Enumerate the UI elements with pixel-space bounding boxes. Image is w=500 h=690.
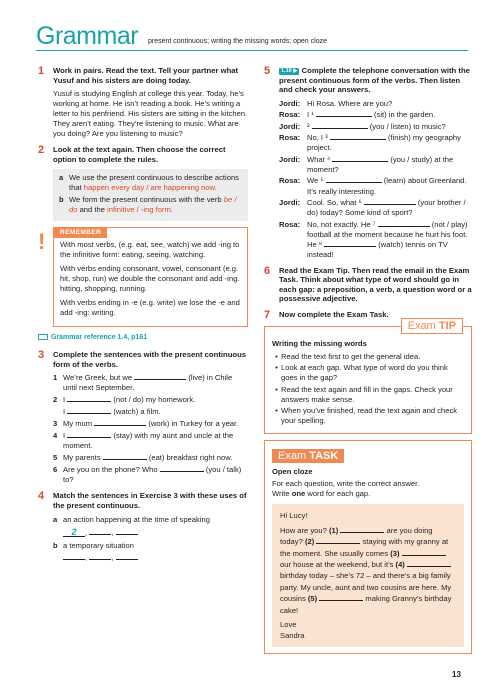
dialogue-start: No, not exactly. He ⁷: [307, 219, 376, 229]
task-instruction-part: word for each gap.: [305, 489, 371, 499]
rule-label: a: [59, 172, 64, 182]
list-item: [53, 515, 248, 525]
page-subtitle: present continuous; writing the missing words; open cloze: [148, 38, 327, 45]
item-text-end: (not / do) my homework.: [113, 395, 196, 405]
item-number: 4: [53, 431, 58, 441]
list-item: [272, 363, 464, 383]
item-text-start: Are you on the phone? Who: [63, 465, 158, 475]
speaker: Rosa:: [279, 219, 301, 229]
dialogue-text: Hi Rosa. Where are you?: [307, 98, 393, 108]
bullet-icon: •: [275, 384, 278, 394]
rule-a: [59, 173, 243, 193]
item-text-start: I: [63, 407, 66, 417]
exam-task-tab: [272, 449, 344, 464]
email-body: [280, 525, 456, 616]
exercise-instruction: Match the sentences in Exercise 3 with these uses of the present continuous.: [53, 491, 247, 511]
list-item: [53, 431, 248, 451]
exercise-instruction: Complete the sentences with the present continuous form of the verbs.: [53, 349, 247, 369]
tip-text: When you’ve finished, read the text again and check your spelling.: [281, 406, 458, 426]
page-title: Grammar: [36, 22, 139, 50]
exercise-number: 3: [38, 348, 45, 361]
rule-a-options[interactable]: happen every day / are happening now.: [83, 182, 217, 192]
speaker: Jordi:: [279, 98, 301, 108]
gap-number: (2): [304, 537, 315, 547]
right-column: [264, 66, 472, 654]
dialogue-text: [307, 133, 472, 153]
exercise-number: 2: [38, 144, 45, 157]
task-instruction: [272, 489, 464, 499]
rule-text: [69, 195, 243, 215]
grammar-reference-label: Grammar reference 1.4, p161: [51, 333, 148, 341]
separator: ,: [85, 527, 88, 537]
exercise-instruction: Read the Exam Tip. Then read the email in the Exam Task. Think about what type of word should go in each gap: a preposition, a verb, a question word or a possessive adjective.: [279, 265, 472, 304]
answer-blank[interactable]: [316, 110, 372, 117]
answer-blank[interactable]: [89, 527, 114, 537]
email-text-part: staying with my granny at the moment. She usually comes: [280, 537, 449, 558]
page-number: 13: [452, 670, 461, 679]
dialogue-line: [279, 122, 472, 132]
answer-blank[interactable]: [89, 552, 114, 562]
book-icon: [38, 334, 48, 340]
list-item: [53, 453, 248, 463]
item-number: [53, 407, 66, 417]
exam-tip-tab-keyword: TIP: [438, 319, 456, 332]
answer-blank[interactable]: [63, 526, 88, 537]
rule-label: b: [59, 194, 64, 204]
rule-b-options-2[interactable]: infinitive / -ing form.: [107, 204, 173, 214]
dialogue-end: (learn) about Greenland. It’s really interesting.: [307, 176, 467, 196]
rule-b-text: We form the present continuous with the verb: [69, 194, 222, 204]
list-item: [53, 541, 248, 551]
remember-note: With verbs ending consonant, vowel, consonant (e.g. hit, shop, run) we double the consonant and add -ing. hitting, shopping, running.: [60, 263, 240, 293]
item-number: 6: [53, 465, 58, 475]
audio-track-number: 1.10: [281, 68, 292, 74]
dialogue-start: No, I ³: [307, 133, 328, 143]
dialogue-middle: (not / play) football at the moment because he hurt his foot. He ⁸: [307, 219, 468, 249]
dialogue-start: What ⁴: [307, 154, 331, 164]
email-signoff: [280, 619, 456, 642]
item-label: a: [53, 514, 58, 524]
remember-note: With verbs ending in -e (e.g. write) we lose the -e and add -ing: writing.: [60, 297, 240, 317]
dialogue-start: We ⁵: [307, 176, 324, 186]
list-item: [272, 406, 464, 426]
item-text: [63, 431, 248, 451]
audio-track-icon[interactable]: 1.10 ▶: [281, 68, 298, 74]
answer-blank[interactable]: [116, 528, 138, 535]
item-text: [63, 465, 248, 485]
exclamation-icon: !: [38, 228, 46, 254]
exam-task-heading: Open cloze: [272, 467, 313, 477]
gap-number: (1): [328, 525, 339, 535]
dialogue-line: [279, 110, 472, 120]
gap-blank[interactable]: [402, 549, 446, 556]
gap-number: (3): [390, 548, 400, 558]
exercise-instruction: Work in pairs. Read the text. Tell your partner what Yusuf and his sisters are doing today.: [53, 66, 239, 85]
rules-box: [53, 169, 248, 221]
grammar-reference-link[interactable]: [38, 333, 248, 342]
exercise-4: [38, 491, 248, 562]
email-text-part: are you doing today?: [280, 525, 433, 547]
bullet-icon: •: [275, 363, 278, 373]
answer-blank[interactable]: [326, 176, 382, 183]
item-text: [63, 373, 248, 393]
item-text-end: (you / talk) to?: [63, 465, 242, 485]
answer-blank[interactable]: [364, 198, 416, 205]
item-text-start: My parents: [63, 453, 101, 463]
remember-box: [53, 227, 248, 327]
item-text-end: (stay) with my aunt and uncle at the moment.: [63, 431, 234, 451]
exercise-number: 4: [38, 490, 45, 503]
gap-number: (4): [395, 559, 405, 569]
item-text-end: (watch) a film.: [113, 407, 161, 417]
dialogue-line: [279, 155, 472, 175]
signoff-line: Love: [280, 619, 297, 629]
item-text-start: We’re Greek, but we: [63, 373, 133, 383]
item-number: 1: [53, 373, 58, 383]
speaker: Rosa:: [279, 110, 301, 120]
list-item: [272, 352, 464, 362]
email-text-part: How are you?: [280, 525, 327, 535]
exercise-number: 7: [264, 309, 271, 322]
exam-task-box: [264, 440, 472, 654]
exam-tip-tab-word: Exam: [407, 319, 439, 332]
answer-row: [53, 553, 248, 563]
exercise-instruction: [279, 66, 472, 95]
sentence-list: [53, 373, 248, 485]
exercise-instruction-text: Complete the telephone conversation with the present continuous form of the verbs. Then listen and check your answers.: [279, 66, 470, 95]
tip-text: Read the text again and fill in the gaps. Check your answers make sense.: [281, 384, 453, 404]
exercise-instruction: Now complete the Exam Task.: [279, 310, 389, 320]
gap-blank[interactable]: [316, 537, 360, 544]
exercise-number: 1: [38, 65, 45, 77]
dialogue-text: [307, 176, 472, 196]
item-text-start: I: [63, 395, 66, 405]
email-text: [272, 504, 464, 646]
speaker: Jordi:: [279, 121, 301, 131]
exam-task-tab-keyword: TASK: [309, 449, 339, 462]
separator: ,: [111, 552, 114, 562]
exam-task-tab-word: Exam: [278, 449, 310, 462]
answer-blank[interactable]: [67, 431, 111, 438]
item-text: [63, 395, 195, 405]
exercise-number: 5: [264, 65, 271, 77]
separator: ,: [111, 527, 114, 537]
list-item: [272, 385, 464, 405]
tip-text: Look at each gap. What type of word do you think goes in the gap?: [281, 363, 448, 383]
answer-blank[interactable]: [324, 240, 376, 247]
answer-blank[interactable]: [330, 133, 386, 140]
dialogue-end: (watch) tennis on TV instead!: [307, 239, 448, 259]
header-rule: [36, 50, 468, 51]
item-text-end: (eat) breakfast right now.: [148, 453, 233, 463]
gap-blank[interactable]: [340, 526, 384, 533]
dialogue-end: (sit) in the garden.: [374, 110, 436, 120]
dialogue-text: [307, 198, 472, 218]
item-text: a temporary situation: [63, 540, 134, 550]
dialogue-text: [307, 122, 472, 132]
list-item: [53, 407, 248, 417]
speaker: Rosa:: [279, 133, 301, 143]
item-text-start: I: [63, 431, 66, 441]
list-item: [53, 395, 248, 405]
item-text-start: My mum: [63, 419, 93, 429]
answer-blank[interactable]: [67, 407, 111, 414]
item-text: [63, 407, 161, 417]
exercise-5: [264, 66, 472, 260]
item-text: an action happening at the time of speaking: [63, 514, 210, 524]
exercise-1: [38, 66, 248, 139]
answer-blank[interactable]: [332, 155, 388, 162]
reading-text: Yusuf is studying English at college this year. Today, he’s working at home. He isn’t reading a book. He’s writing a letter to his penfriend. His sisters are sitting in the kitchen. They aren’t eating. They’re listening to music. What are you doing? Are you listening to music?: [53, 89, 248, 139]
item-text-end: (work) in Turkey for a year.: [148, 419, 239, 429]
dialogue-start: I ¹: [307, 110, 314, 120]
gap-number: (5): [307, 594, 318, 604]
left-column: [38, 66, 248, 569]
dialogue-line: [279, 133, 472, 153]
rule-text: [69, 173, 243, 193]
item-label: b: [53, 540, 58, 550]
bullet-icon: •: [275, 406, 278, 416]
exercise-number: 6: [264, 264, 271, 277]
email-text-part: making Granny’s birthday cake!: [280, 594, 452, 615]
answer-blank[interactable]: [94, 419, 146, 426]
speaker: Jordi:: [279, 154, 301, 164]
answer-blank[interactable]: [103, 453, 147, 460]
signoff-name: Sandra: [280, 631, 305, 641]
dialogue-line: [279, 176, 472, 196]
email-text-part: our house at the weekend, but it’s: [280, 559, 394, 569]
exercise-3: [38, 350, 248, 485]
answer-blank[interactable]: [134, 373, 186, 380]
list-item: [53, 465, 248, 485]
gap-blank[interactable]: [407, 560, 451, 567]
answer-blank[interactable]: [378, 220, 430, 227]
exam-tip-tab: [401, 318, 463, 335]
dialogue-line: [279, 99, 472, 109]
speaker: Rosa:: [279, 176, 301, 186]
tip-text: Read the text first to get the general idea.: [281, 351, 421, 361]
exam-tip-box: [264, 319, 472, 434]
exercise-instruction: Look at the text again. Then choose the correct option to complete the rules.: [53, 145, 226, 164]
dialogue-start: Cool. So, what ⁶: [307, 198, 362, 208]
item-text: [63, 419, 238, 429]
list-item: [53, 373, 248, 393]
exercise-2: [38, 145, 248, 220]
remember-tab: REMEMBER: [54, 228, 107, 238]
task-instruction-emphasis: one: [291, 489, 306, 499]
dialogue-line: [279, 198, 472, 218]
item-text: [63, 453, 232, 463]
separator: ,: [85, 552, 88, 562]
dialogue-line: [279, 220, 472, 260]
item-number: 5: [53, 453, 58, 463]
dialogue-text: [307, 155, 472, 175]
email-text-part: birthday today – she’s 72 – and there’s a big family party. My uncle, aunt and two cousins are here. My cousins: [280, 571, 452, 604]
answer-blank[interactable]: [63, 552, 88, 562]
task-instruction: For each question, write the correct answer.: [272, 479, 420, 489]
dialogue-end: (you / listen) to music?: [369, 121, 446, 131]
dialogue-text: [307, 220, 472, 260]
rule-a-text: We use the present continuous to describe actions that: [69, 172, 239, 192]
dialogue-start: ²: [307, 121, 310, 131]
dialogue: [279, 99, 472, 260]
exam-task-instructions: [265, 463, 471, 499]
exam-tip-heading: Writing the missing words: [272, 338, 367, 348]
dialogue-text: [307, 110, 472, 120]
dialogue-end: (finish) my geography project.: [307, 133, 461, 153]
item-text-end: (live) in Chile until next September.: [63, 373, 233, 393]
page-header: [36, 24, 468, 48]
answer-blank[interactable]: [160, 465, 204, 472]
bullet-icon: •: [275, 351, 278, 361]
answer-blank[interactable]: [312, 122, 368, 129]
list-item: [53, 419, 248, 429]
task-instruction-part: Write: [272, 489, 292, 499]
remember-note: With most verbs, (e.g. eat, see, watch) we add -ing to the infinitive form: eating, seeing, watching.: [60, 239, 240, 259]
rule-b-joiner: and the: [79, 204, 105, 214]
dialogue-end: (you / study) at the moment?: [307, 154, 454, 174]
item-number: 3: [53, 419, 58, 429]
example-answer: 2: [71, 526, 77, 537]
answer-blank[interactable]: [116, 553, 138, 560]
remember-wrap: [38, 227, 248, 327]
dialogue-end: (your brother / do) today? Some kind of sport?: [307, 198, 466, 218]
email-greeting: Hi Lucy!: [280, 511, 308, 521]
exercise-6: [264, 266, 472, 305]
speaker: Jordi:: [279, 198, 301, 208]
answer-blank[interactable]: [67, 395, 111, 402]
rule-b: [59, 195, 243, 215]
uses-list: [53, 515, 248, 563]
item-number: 2: [53, 395, 58, 405]
answer-row: [53, 527, 248, 538]
gap-blank[interactable]: [319, 594, 363, 601]
rule-b-options-1[interactable]: be / do: [69, 194, 237, 214]
